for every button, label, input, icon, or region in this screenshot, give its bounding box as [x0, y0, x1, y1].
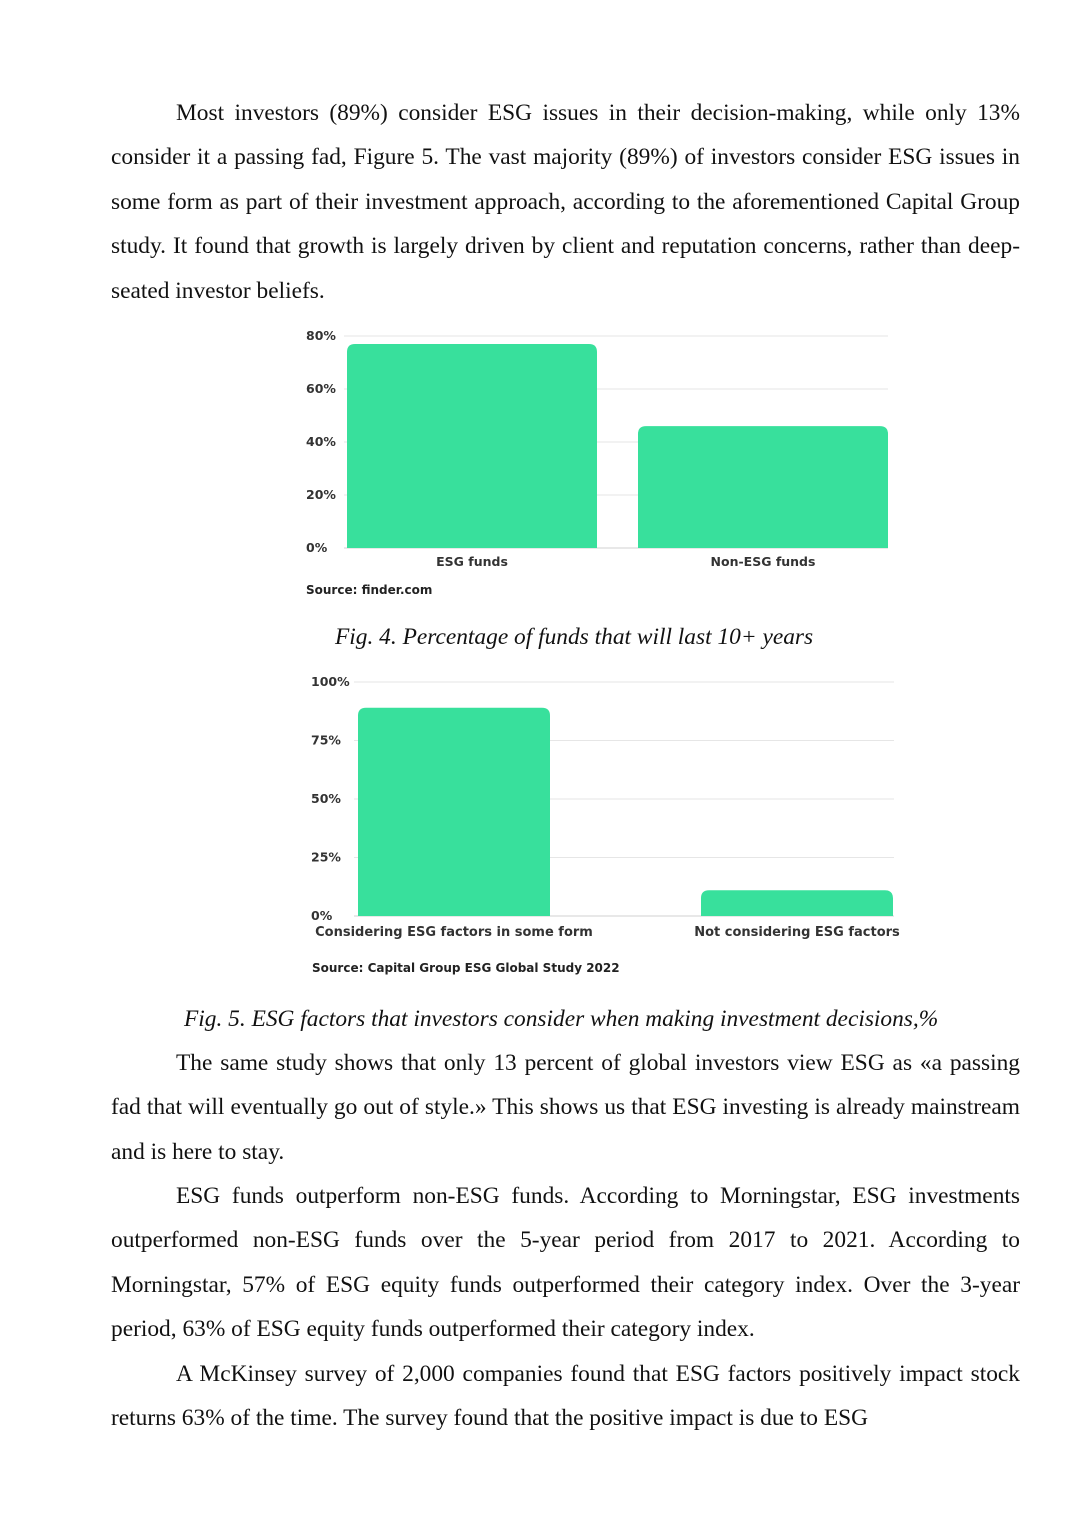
- chart-source: Source: Capital Group ESG Global Study 2022: [312, 961, 620, 975]
- y-tick-label: 40%: [306, 434, 336, 449]
- y-tick-label: 100%: [311, 674, 350, 689]
- paragraph-1: Most investors (89%) consider ESG issues in their decision-making, while only 13% consider it a passing fad, Figure 5. The vast majority (89%) of investors consider ESG issues in some form as part of their investment approach, according to the aforementioned Capital Group study. It found that growth is largely driven by client and reputation concerns, rather than deep-seated investor beliefs.: [111, 100, 1020, 304]
- bar-1: [358, 708, 550, 916]
- x-tick-label: Considering ESG factors in some form: [315, 925, 593, 940]
- y-tick-label: 60%: [306, 381, 336, 396]
- y-tick-label: 80%: [306, 328, 336, 343]
- figure-5-caption: Fig. 5. ESG factors that investors consider when making investment decisions,%: [184, 1006, 939, 1032]
- bar-2: [638, 426, 888, 548]
- figure-4-caption: Fig. 4. Percentage of funds that will last 10+ years: [335, 624, 814, 650]
- y-tick-label: 20%: [306, 487, 336, 502]
- x-tick-label: Not considering ESG factors: [694, 925, 900, 940]
- x-tick-label: ESG funds: [436, 554, 508, 569]
- y-tick-label: 75%: [311, 732, 341, 748]
- chart-fig4: [300, 325, 900, 605]
- chart-source: Source: finder.com: [306, 583, 433, 597]
- bar-1: [347, 344, 597, 548]
- y-tick-label: 25%: [311, 849, 341, 865]
- bar-2: [701, 890, 893, 916]
- x-tick-label: Non-ESG funds: [710, 554, 816, 569]
- chart-fig5: [300, 670, 910, 985]
- y-tick-label: 0%: [306, 540, 328, 555]
- paragraph-3: ESG funds outperform non-ESG funds. According to Morningstar, ESG investments outperformed non-ESG funds over the 5-year period from 2017 to 2021. According to Morningstar, 57% of ESG equity funds outperformed their category index. Over the 3-year period, 63% of ESG equity funds outperformed their category index.: [111, 1183, 1020, 1343]
- paragraph-2: The same study shows that only 13 percent of global investors view ESG as «a passing fad that will eventually go out of style.» This shows us that ESG investing is already mainstream and is here to stay.: [111, 1050, 1020, 1165]
- y-tick-label: 50%: [311, 791, 341, 806]
- paragraph-4: A McKinsey survey of 2,000 companies found that ESG factors positively impact stock returns 63% of the time. The survey found that the positive impact is due to ESG: [111, 1361, 1020, 1432]
- y-tick-label: 0%: [311, 908, 333, 923]
